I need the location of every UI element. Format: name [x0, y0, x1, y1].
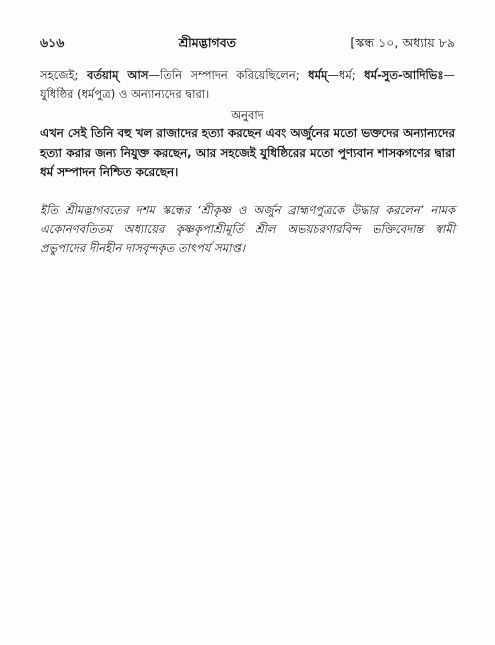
synonym-word-1: সহজেই;	[40, 68, 79, 82]
translation-heading: অনুবাদ	[231, 108, 264, 122]
synonym-word-3: ধর্মম্	[308, 68, 328, 82]
chapter-colophon: ইতি শ্রীমদ্ভাগবতের দশম স্কন্ধের ‘শ্রীকৃষ্ণ ও অর্জুন ব্রাহ্মণপুত্রকে উদ্ধার করলেন’ নামক একোনণবতিতম অধ্যায়ের কৃষ্ণকৃপাশ্রীমূর্তি শ্রীল অভয়চরণারবিন্দ ভক্তিবেদান্ত স্বামী প্রভুপাদের দীনহীন দাসবৃন্দকৃত তাৎপর্য সমাপ্ত।	[40, 202, 455, 255]
synonym-separator-3: —	[443, 68, 456, 82]
translation-paragraph: এখন সেই তিনি বহু খল রাজাদের হত্যা করছেন এবং অর্জুনের মতো ভক্তদের অন্যান্যদের হত্যা করার জন্য নিযুক্ত করছেন, আর সহজেই যুধিষ্ঠিরের মতো পুণ্যবান শাসকগণের দ্বারা ধর্ম সম্পাদন নিশ্চিত করেছেন।	[40, 126, 455, 179]
page-number: ৬১৬	[40, 35, 65, 50]
synonyms-paragraph	[40, 66, 455, 104]
synonym-meaning-3: ধর্ম;	[338, 68, 356, 82]
synonym-word-2: বর্তয়াম্ আস	[86, 68, 149, 82]
chapter-reference: [স্কন্ধ ১০, অধ্যায় ৮৯	[350, 35, 455, 50]
synonym-word-4: ধর্ম-সুত-আদিভিঃ	[364, 68, 444, 82]
synonym-separator-2: —	[327, 68, 339, 82]
synonym-meaning-2: তিনি সম্পাদন করিয়েছিলেন;	[159, 68, 300, 82]
synonym-separator-1: —	[148, 68, 160, 82]
synonym-meaning-4: যুধিষ্ঠির (ধর্মপুত্র) ও অন্যান্যদের দ্বারা।	[40, 87, 210, 101]
book-title: শ্রীমদ্ভাগবত	[178, 35, 237, 50]
running-head	[40, 34, 455, 52]
